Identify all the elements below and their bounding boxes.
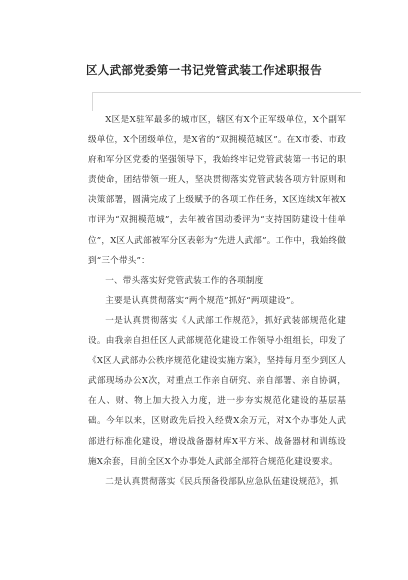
document-title: 区人武部党委第一书记党管武装工作述职报告 xyxy=(86,63,322,77)
paragraph-summary: 主要是认真贯彻落实“两个规范”抓好“两项建设”。 xyxy=(105,295,300,306)
paragraph-intro: X区是X驻军最多的城市区，辖区有X个正军级单位，X个副军级单位，X个团级单位，是X省的“双拥模范城区”。在X市委、市政府和军分区党委的坚强领导下，我始终牢记党管武装第一书记的职责使命，团结带领一班人，坚决贯彻落实党管武装各项方针原则和决策部署，圆满完成了上级赋予的各项工作任务，X区连续X年被X市评为“双拥模范城”，去年被省国动委评为“支持国防建设十佳单位”，X区人武部被军分区表彰为“先进人武部”。工作中，我始终做到“三个带头”： xyxy=(88,115,346,266)
section-heading: 一、带头落实好党管武装工作的各项制度 xyxy=(105,275,264,286)
text-frame-corner xyxy=(92,92,361,111)
paragraph-point-one: 一是认真贯彻落实《人武部工作规范》，抓好武装部规范化建设。由我亲自担任区人武部规范化建设工作领导小组组长，印发了《X区人武部办公秩序规范化建设实施方案》，坚持每月至少到区人武部现场办公X次，对重点工作亲自研究、亲自部署、亲自协调，在人、财、物上加大投入力度，进一步夯实规范化建设的基层基础。今年以来，区财政先后投入经费X余万元，对X个办事处人武部进行标准化建设，增设战备器材库X平方米、战备器材和训练设施X余套，目前全区X个办事处人武部全部符合规范化建设要求。 xyxy=(88,315,346,467)
paragraph-point-two: 二是认真贯彻落实《民兵预备役部队应急队伍建设规范》，抓 xyxy=(105,476,339,487)
document-body xyxy=(88,110,346,492)
